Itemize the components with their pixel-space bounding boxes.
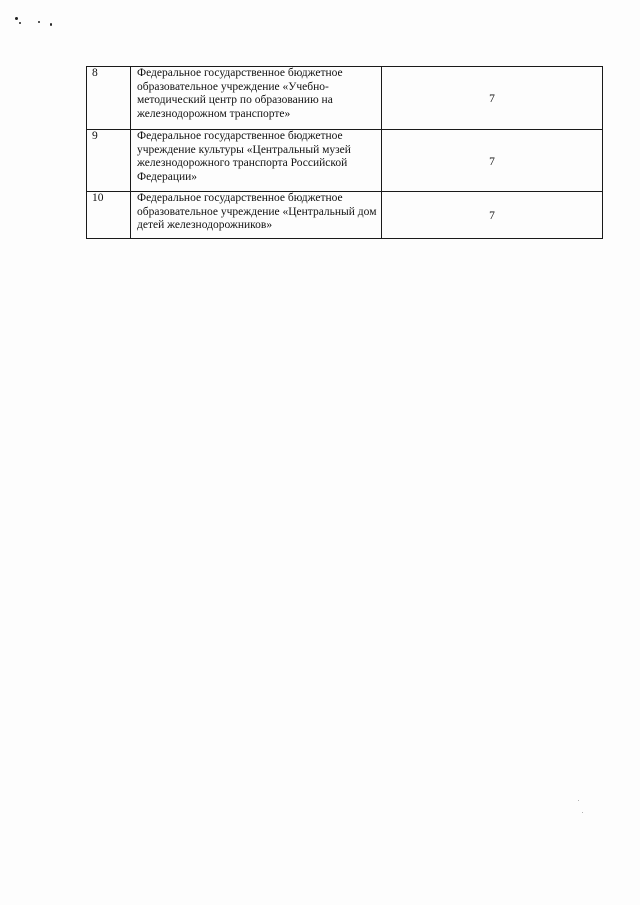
scan-speck	[15, 17, 18, 20]
row-value: 7	[382, 67, 603, 130]
institutions-table	[86, 66, 603, 239]
institution-name: Федеральное государственное бюджетное учреждение культуры «Центральный музей железнодорожного транспорта Российской Федерации»	[131, 130, 382, 192]
scan-speck	[38, 21, 40, 23]
row-value: 7	[382, 192, 603, 239]
row-number: 8	[87, 67, 131, 130]
row-number: 9	[87, 130, 131, 192]
scan-speck	[582, 812, 583, 813]
row-value: 7	[382, 130, 603, 192]
scan-speck	[50, 23, 52, 26]
table-row	[87, 67, 603, 130]
row-number: 10	[87, 192, 131, 239]
institution-name: Федеральное государственное бюджетное образовательное учреждение «Центральный дом детей железнодорожников»	[131, 192, 382, 239]
institution-name: Федеральное государственное бюджетное образовательное учреждение «Учебно-методический центр по образованию на железнодорожном транспорте»	[131, 67, 382, 130]
scan-speck	[578, 800, 579, 801]
table-row	[87, 192, 603, 239]
scan-speck	[19, 22, 21, 24]
table-row	[87, 130, 603, 192]
